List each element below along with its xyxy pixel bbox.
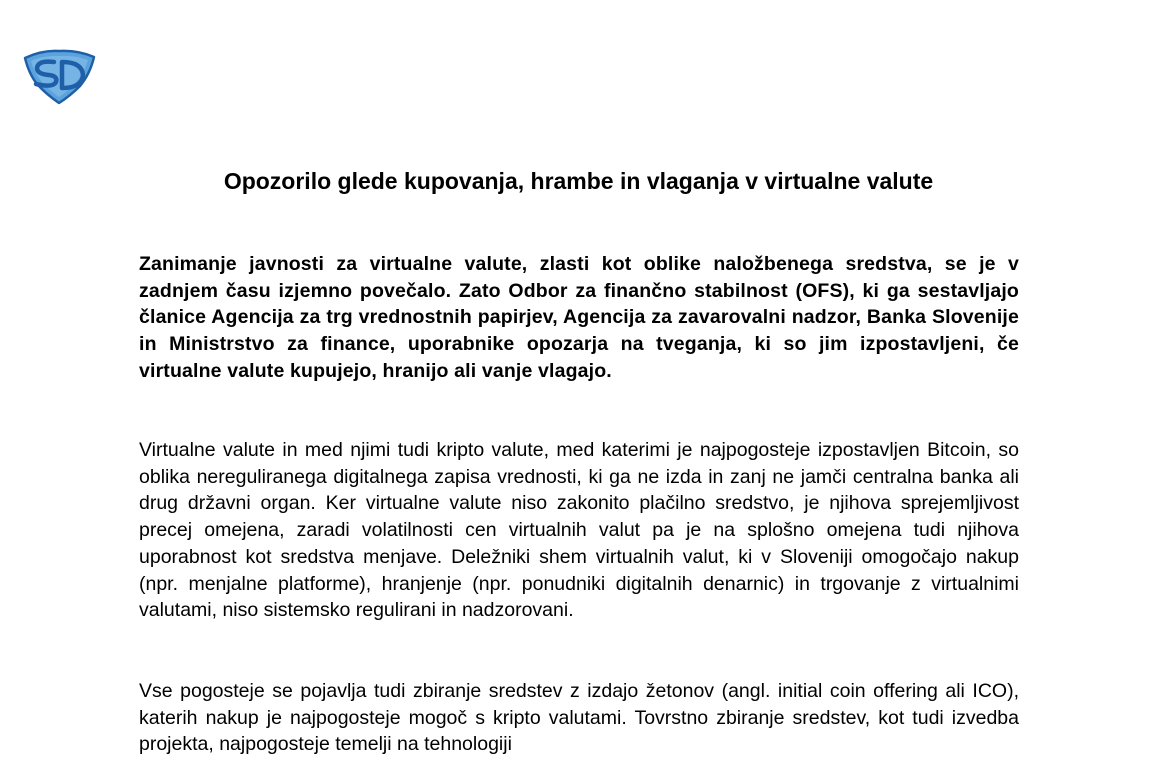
body-paragraph: Vse pogosteje se pojavlja tudi zbiranje sredstev z izdajo žetonov (angl. initial coin offering ali ICO), katerih nakup je najpogosteje mogoč s kripto valutami. Tovrstno zbiranje sredstev, kot tudi izvedba projekta, najpogosteje temelji na tehnologiji (139, 680, 1019, 756)
document-title: Opozorilo glede kupovanja, hrambe in vlaganja v virtualne valute (223, 168, 934, 194)
sd-shield-logo-icon (22, 48, 96, 104)
body-paragraph: Virtualne valute in med njimi tudi kripto valute, med katerimi je najpogosteje izpostavljen Bitcoin, so oblika nereguliranega digitalnega zapisa vrednosti, ki ga ne izda in zanj ne jamči centralna banka ali drug državni organ. Ker virtualne valute niso zakonito plačilno sredstvo, je njihova sprejemljivost precej omejena, zaradi volatilnosti cen virtualnih valut pa je na splošno omejena tudi njihova uporabnost kot sredstva menjave. Deležniki shem virtualnih valut, ki v Sloveniji omogočajo nakup (npr. menjalne platforme), hranjenje (npr. ponudniki digitalnih denarnic) in trgovanje z virtualnimi valutami, niso sistemsko regulirani in nadzorovani. (139, 439, 1019, 622)
intro-paragraph: Zanimanje javnosti za virtualne valute, zlasti kot oblike naložbenega sredstva, se je v zadnjem času izjemno povečalo. Zato Odbor za finančno stabilnost (OFS), ki ga sestavljajo članice Agencija za trg vrednostnih papirjev, Agencija za zavarovalni nadzor, Banka Slovenije in Ministrstvo za finance, uporabnike opozarja na tveganja, ki so jim izpostavljeni, če virtualne valute kupujejo, hranijo ali vanje vlagajo. (139, 253, 1019, 382)
